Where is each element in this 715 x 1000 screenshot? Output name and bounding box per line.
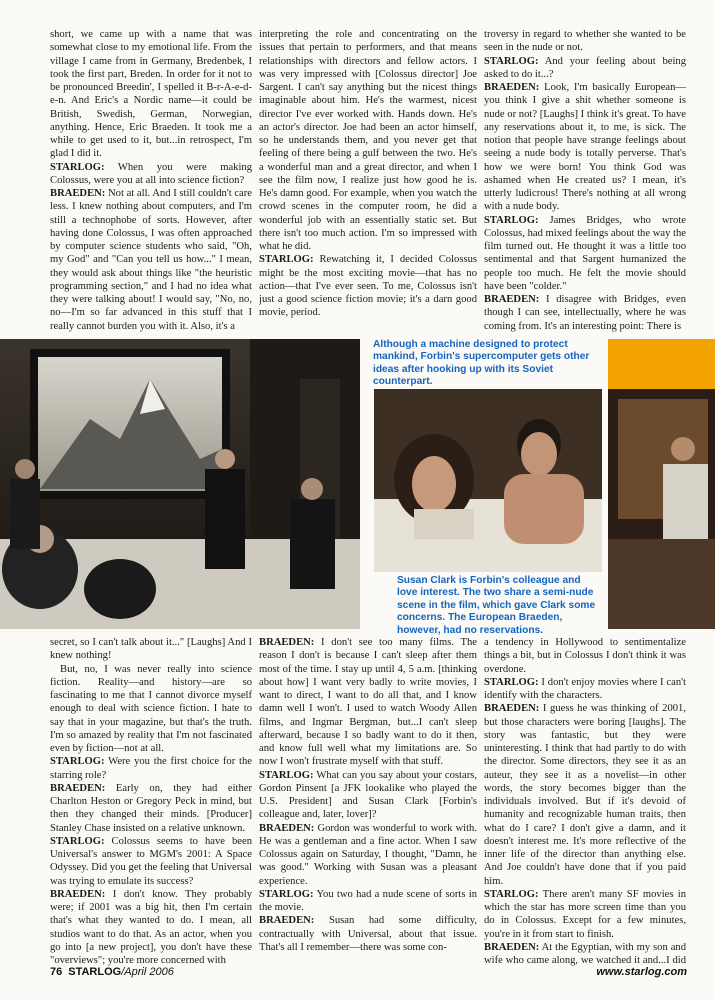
article-paragraph: short, we came up with a name that was somewhat close to my emotional life. From the village I came from in Germany, Bredenbek, I took the first part, Breden. In order for it not to be pronounced Breedin', I spelled it B-r-A-e-d-e-n. And Eric's a Nordic name—it could be British, Swedish, German, Norwegian, anything. Hence, Eric Braeden. It took me a while to get used to it, but...in retrospect, I'm glad I did it. (50, 29, 252, 160)
article-paragraph: BRAEDEN: At the Egyptian, with my son and wife who came along, we watched it and...I did (484, 941, 686, 966)
article-column-top-left (50, 28, 252, 333)
issue-date: /April 2006 (121, 966, 174, 978)
speaker-label: BRAEDEN: (484, 703, 540, 715)
article-paragraph: STARLOG: When you were making Colossus, were you at all into science fiction? (50, 161, 252, 186)
speaker-label: STARLOG: (484, 55, 539, 67)
article-paragraph: STARLOG: And your feeling about being asked to do it...? (484, 55, 686, 80)
speaker-label: BRAEDEN: (259, 822, 315, 834)
bed-scene-illustration (374, 389, 602, 572)
article-paragraph: STARLOG: Colossus seems to have been Universal's answer to MGM's 2001: A Space Odyssey. Did you get the feeling that Universal was trying to emulate its success? (50, 835, 252, 887)
article-paragraph: secret, so I can't talk about it..." [Laughs] And I knew nothing! (50, 637, 252, 662)
control-room-illustration (608, 339, 715, 629)
article-paragraph: BRAEDEN: I disagree with Bridges, even though I can see, intellectually, where he was coming from. It's an interesting point: There is (484, 294, 686, 332)
article-column-top-right (484, 28, 686, 333)
speaker-label: STARLOG: (50, 835, 105, 847)
speaker-label: BRAEDEN: (50, 888, 106, 900)
article-paragraph: But, no, I was never really into science fiction. Reality—and history—are so fascinating to me that I cannot divorce myself enough to deal with science fiction. I hate to say that in your magazine, but that's the truth. I'm so amazed by reality that I'm not fascinated even by fiction—not at all. (50, 663, 252, 754)
speaker-label: BRAEDEN: (50, 188, 106, 199)
article-paragraph: STARLOG: There aren't many SF movies in which the star has more screen time than you do in Colossus. Except for a few minutes, you're in it from start to finish. (484, 888, 686, 940)
page-number: 76 (50, 966, 63, 978)
article-paragraph: BRAEDEN: Gordon was wonderful to work with. He was a gentleman and a fine actor. When I saw Colossus again on Saturday, I thought, "Damn, he was good." Working with Susan was a pleasant experience. (259, 822, 477, 887)
computer-room-photo (0, 339, 360, 629)
article-paragraph: STARLOG: I don't enjoy movies where I can't identify with the characters. (484, 676, 686, 701)
speaker-label: STARLOG: (484, 676, 539, 688)
speaker-label: STARLOG: (50, 756, 105, 768)
article-paragraph: STARLOG: What can you say about your costars, Gordon Pinsent [a JFK lookalike who played the U.S. President] and Susan Clark [Forbin's colleague and, later, lover]? (259, 769, 477, 821)
article-column-bottom-middle (259, 636, 477, 966)
article-paragraph: interpreting the role and concentrating on the issues that pertain to performers, and that means relationships with directors and fellow actors. I was very impressed with [Colossus director] Joe Sargent. I can't say anything but the nicest things imaginable about him. He's the warmest, nicest director I've ever worked with. Hands down. He's an actor's director. Joe had been an actor himself, so he understands them, and you never get that feeling of there being a gulf between the two. He's a wonderful man and a great director, and when I see the film now, I realize just how good he is. He's damn good. For example, when you watch the crowd scenes in the computer room, he did a wonderful job with an essentially static set. But there isn't too much action. I'm so impressed with what he did. (259, 29, 477, 252)
article-paragraph: STARLOG: Rewatching it, I decided Colossus might be the most exciting movie—that has no action—that I've ever seen. To me, Colossus isn't just a good science fiction movie; it's a darn good movie, period. (259, 254, 477, 319)
article-column-top-middle (259, 28, 477, 333)
article-paragraph: STARLOG: You two had a nude scene of sorts in the movie. (259, 888, 477, 913)
article-paragraph: STARLOG: Were you the first choice for the starring role? (50, 756, 252, 781)
speaker-label: BRAEDEN: (484, 294, 540, 305)
article-paragraph: troversy in regard to whether she wanted to be seen in the nude or not. (484, 29, 686, 54)
article-column-bottom-left (50, 636, 252, 966)
computer-room-illustration (0, 339, 360, 629)
article-paragraph: BRAEDEN: I guess he was thinking of 2001, but those characters were boring [laughs]. The story was fantastic, but they were uninteresting. I think that had partly to do with the director. Some directors, they see it as an auteur, they see it as a novelist—in other words, the story becomes bigger than the individuals involved. But if it's devoid of humanity and recognizable human traits, then what do I care? I don't give a damn, and it doesn't interest me. It's more reflective of the inner life of the director than anything else. And Joe couldn't have done that if you paid him. (484, 703, 686, 887)
page-footer-left (50, 966, 174, 978)
article-paragraph: BRAEDEN: Early on, they had either Charlton Heston or Gregory Peck in mind, but then they changed their minds. [Producer] Stanley Chase insisted on a relative unknown. (50, 782, 252, 834)
article-paragraph: STARLOG: James Bridges, who wrote Colossus, had mixed feelings about the way the film turned out. He thought it was a little too sentimental and that Sargent humanized the people too much. He felt the movie should have been "colder." (484, 214, 686, 292)
speaker-label: STARLOG: (259, 769, 314, 781)
control-room-photo (608, 339, 715, 629)
speaker-label: STARLOG: (484, 888, 539, 900)
website-url: www.starlog.com (596, 966, 687, 978)
bed-scene-photo (374, 389, 602, 572)
speaker-label: BRAEDEN: (259, 915, 315, 927)
speaker-label: BRAEDEN: (50, 782, 106, 794)
article-paragraph: BRAEDEN: I don't see too many films. The reason I don't is because I can't sleep after them most of the time. I stay up until 4, 5 a.m. [thinking about how] I want very badly to write movies, I want to direct, I want to do all that, and I know damn well I won't. I used to watch Woody Allen films, and Ingmar Bergman, but...I can't sleep afterward, because I so badly want to do it then, and know full well what my limitations are. So now I won't frustrate myself with that stuff. (259, 637, 477, 768)
article-column-bottom-right (484, 636, 686, 966)
speaker-label: BRAEDEN: (484, 941, 540, 953)
speaker-label: STARLOG: (484, 214, 539, 226)
speaker-label: BRAEDEN: (484, 82, 540, 93)
article-paragraph: BRAEDEN: Susan had some difficulty, contractually with Universal, about that issue. That's all I remember—there was some con- (259, 915, 477, 953)
speaker-label: STARLOG: (259, 888, 314, 900)
photo-caption-top: Although a machine designed to protect mankind, Forbin's supercomputer gets other ideas after hooking up with its Soviet counterpart. (373, 339, 590, 388)
photo-caption-bottom: Susan Clark is Forbin's colleague and love interest. The two share a semi-nude scene in the film, which gave Clark some concerns. The European Braeden, however, had no reservations. (397, 575, 596, 636)
speaker-label: STARLOG: (50, 161, 105, 173)
speaker-label: BRAEDEN: (259, 637, 315, 648)
article-paragraph: BRAEDEN: Look, I'm basically European—you think I give a shit whether someone is nude or not? [Laughs] I think it's great. To have any reservations about it, to me, is sick. The notion that people have strange feelings about seeing a nude body is totally perverse. That's how we were born! You think God was ashamed when He created us? I mean, it's utterly ludicrous! There's nothing at all wrong with a nude body. (484, 82, 686, 213)
article-paragraph: BRAEDEN: Not at all. And I still couldn't care less. I knew nothing about computers, and I'm still a technophobe of sorts. However, after having done Colossus, I was often approached by computer science students who said, "Oh, my God" and "Can you tell us how..." I mean, they would ask about things like "the heuristic programming section," and I had no idea what they were talking about! I would say, "No, no, no—I'm so far advanced in this stuff that I really cannot burden you with it. Also, it's a (50, 188, 252, 332)
article-paragraph: a tendency in Hollywood to sentimentalize things a bit, but in Colossus I don't think it was overdone. (484, 637, 686, 675)
magazine-name: STARLOG (68, 966, 122, 978)
speaker-label: STARLOG: (259, 254, 314, 266)
article-paragraph: BRAEDEN: I don't know. They probably were; if 2001 was a big hit, then I'm certain that's what they wanted to do. I mean, all studios want to do that. As an actor, when you go into [a new project], you don't have these "overviews"; you're more concerned with (50, 888, 252, 966)
